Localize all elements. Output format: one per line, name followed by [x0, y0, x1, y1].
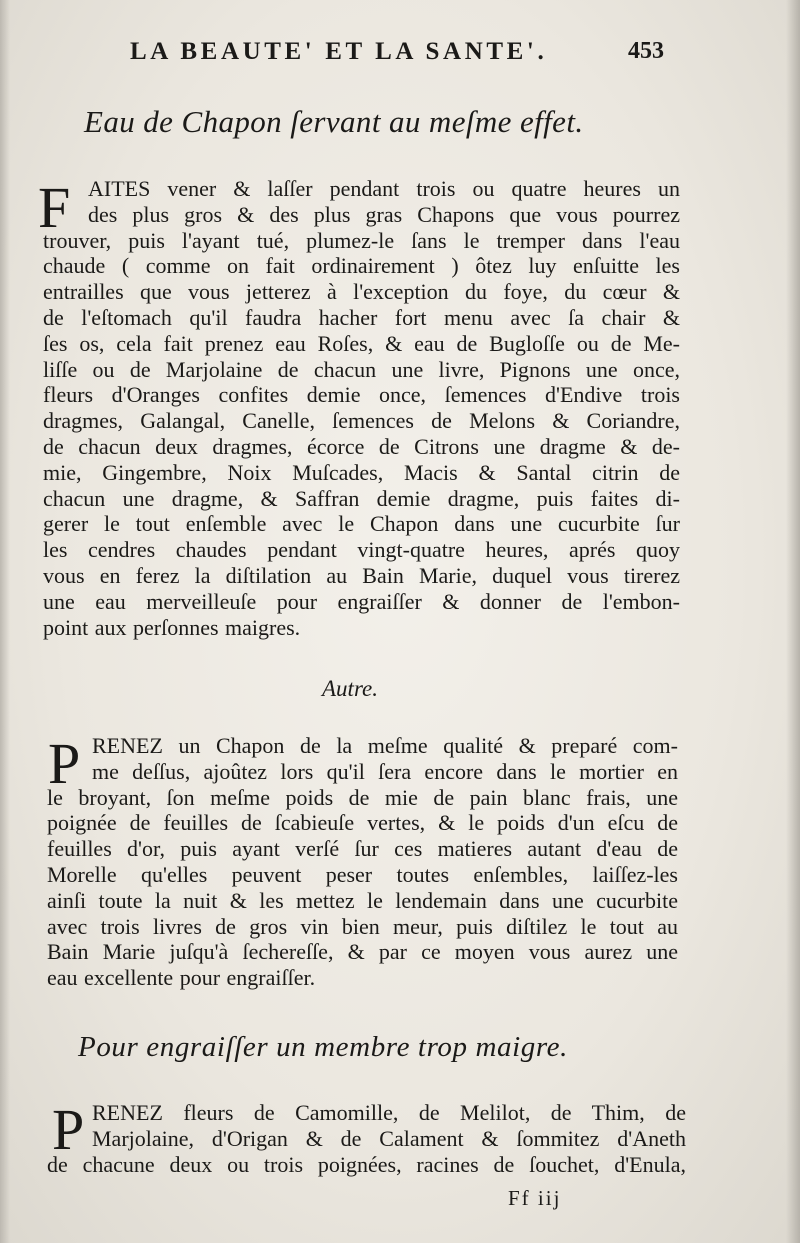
text-line: Marjolaine, d'Origan & de Calament & ſommitez d'Aneth: [92, 1125, 686, 1151]
text-line: RENEZ un Chapon de la meſme qualité & preparé com-: [92, 733, 678, 758]
text-line: chacun une dragme, & Saffran demie dragme, puis faites di-: [43, 485, 680, 511]
section-2-title: Autre.: [322, 676, 378, 701]
text-line: eau excellente pour engraiſſer.: [47, 965, 316, 991]
text-line: point aux perſonnes maigres.: [43, 614, 301, 640]
text-line: Bain Marie juſqu'à ſechereſſe, & par ce moyen vous aurez une: [47, 939, 678, 965]
text-line: me deſſus, ajoûtez lors qu'il ſera encore dans le mortier en: [92, 758, 678, 784]
text-line: liſſe ou de Marjolaine de chacun une livre, Pignons une once,: [43, 356, 680, 382]
text-line: une eau merveilleuſe pour engraiſſer & donner de l'embon-: [43, 588, 680, 614]
section-2-dropcap: P: [48, 731, 81, 796]
text-line: les cendres chaudes pendant vingt-quatre heures, aprés quoy: [43, 537, 680, 563]
page-edge-shadow-left: [0, 0, 10, 1243]
text-line: dragmes, Galangal, Canelle, ſemences de Melons & Coriandre,: [43, 408, 680, 434]
text-line: avec trois livres de gros vin bien meur, puis diſtilez le tout au: [47, 913, 678, 939]
text-line: mie, Gingembre, Noix Muſcades, Macis & Santal citrin de: [43, 459, 680, 485]
section-3-dropcap: P: [52, 1097, 85, 1162]
section-3-title: Pour engraiſſer un membre trop maigre.: [78, 1031, 568, 1063]
text-line: fleurs d'Oranges confites demie once, ſemences d'Endive trois: [43, 382, 680, 408]
text-line: poignée de feuilles de ſcabieuſe vertes, & le poids d'un eſcu de: [47, 810, 678, 836]
text-line: feuilles d'or, puis ayant verſé ſur ces matieres autant d'eau de: [47, 836, 678, 862]
text-line: ainſi toute la nuit & les mettez le lendemain dans une cucurbite: [47, 887, 678, 913]
section-2-paragraph: [47, 733, 678, 991]
text-line: vous en ferez la diſtilation au Bain Marie, duquel vous tirerez: [43, 562, 680, 588]
section-3-paragraph: [47, 1100, 686, 1177]
text-line: entrailles que vous jetterez à l'exception du foye, du cœur &: [43, 279, 680, 305]
text-line: chaude ( comme on fait ordinairement ) ôtez luy enſuitte les: [43, 253, 680, 279]
page-number: 453: [628, 38, 664, 64]
signature-mark: Ff iij: [508, 1186, 562, 1210]
section-1-paragraph: [43, 176, 680, 640]
section-1-title: Eau de Chapon ſervant au meſme effet.: [84, 104, 584, 139]
text-line: gerer le tout enſemble avec le Chapon dans une cucurbite ſur: [43, 511, 680, 537]
text-line: AITES vener & laſſer pendant trois ou quatre heures un: [88, 176, 680, 201]
text-line: trouver, puis l'ayant tué, plumez-le ſans le tremper dans l'eau: [43, 227, 680, 253]
text-line: le broyant, ſon meſme poids de mie de pain blanc frais, une: [47, 784, 678, 810]
section-1-dropcap: F: [38, 175, 71, 240]
text-line: Morelle qu'elles peuvent peser toutes enſembles, laiſſez-les: [47, 861, 678, 887]
text-line: des plus gros & des plus gras Chapons que vous pourrez: [88, 201, 680, 227]
text-line: de l'eſtomach qu'il faudra hacher fort menu avec ſa chair &: [43, 304, 680, 330]
page-edge-shadow-right: [786, 0, 800, 1243]
running-head: LA BEAUTE' ET LA SANTE'.: [130, 38, 548, 65]
text-line: de chacun deux dragmes, écorce de Citrons une dragme & de-: [43, 433, 680, 459]
text-line: ſes os, cela fait prenez eau Roſes, & eau de Bugloſſe ou de Me-: [43, 330, 680, 356]
text-line: RENEZ fleurs de Camomille, de Melilot, de Thim, de: [92, 1100, 686, 1125]
text-line: de chacune deux ou trois poignées, racines de ſouchet, d'Enula,: [47, 1151, 686, 1177]
